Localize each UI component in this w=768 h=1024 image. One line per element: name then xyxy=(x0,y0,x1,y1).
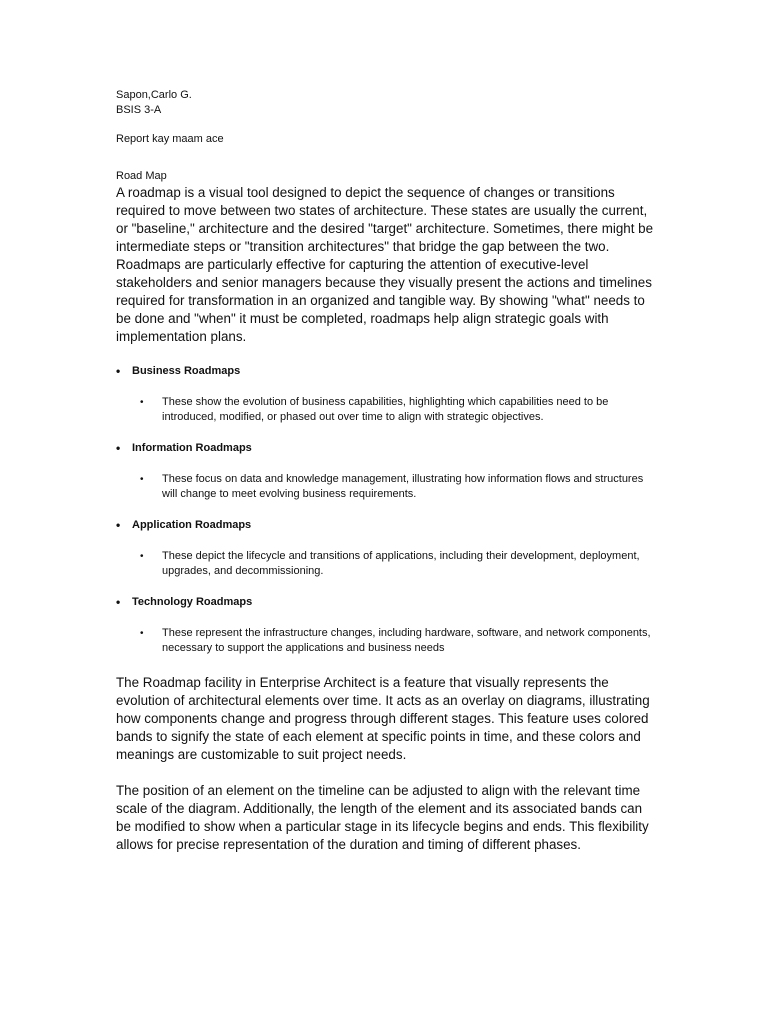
bullet-icon: • xyxy=(140,628,144,639)
intro-paragraph: A roadmap is a visual tool designed to depict the sequence of changes or transitions required to move between two states of architecture. These states are usually the current, or "baseline," architecture and the desired "target" architecture. Sometimes, there might be intermediate steps or "transition architectures" that bridge the gap between the two. Roadmaps are particularly effective for capturing the attention of executive-level stakeholders and senior managers because they visually present the actions and timelines required for transformation in an organized and tangible way. By showing "what" needs to be done and "when" it must be completed, roadmaps help align strategic goals with implementation plans. xyxy=(116,185,654,344)
list-item-title: Information Roadmaps xyxy=(132,442,252,454)
bullet-icon: • xyxy=(116,595,121,609)
bullet-icon: • xyxy=(140,397,144,408)
author-name: Sapon,Carlo G. xyxy=(116,89,192,101)
list-item-application-roadmaps xyxy=(116,518,656,533)
list-item-information-roadmaps xyxy=(116,441,656,456)
bullet-icon: • xyxy=(116,441,121,455)
list-item-title: Business Roadmaps xyxy=(132,365,241,377)
list-item-description xyxy=(116,626,656,656)
list-item-description xyxy=(116,549,656,579)
description-text: These show the evolution of business capabilities, highlighting which capabilities need to be introduced, modified, or phased out over time to align with strategic objectives. xyxy=(162,396,609,423)
closing-paragraph-2: The position of an element on the timeline can be adjusted to align with the relevant time scale of the diagram. Additionally, the length of the element and its associated bands can be modified to show when a particular stage in its lifecycle begins and ends. This flexibility allows for precise representation of the duration and timing of different phases. xyxy=(116,783,649,852)
list-item-technology-roadmaps xyxy=(116,595,656,610)
description-text: These focus on data and knowledge management, illustrating how information flows and structures will change to meet evolving business requirements. xyxy=(162,473,644,500)
list-item-title: Application Roadmaps xyxy=(132,519,252,531)
list-item-title: Technology Roadmaps xyxy=(132,596,253,608)
report-note: Report kay maam ace xyxy=(116,133,224,145)
closing-paragraph-1: The Roadmap facility in Enterprise Architect is a feature that visually represents the evolution of architectural elements over time. It acts as an overlay on diagrams, illustrating how components change and progress through different stages. This feature uses colored bands to signify the state of each element at specific points in time, and these colors and meanings are customizable to suit project needs. xyxy=(116,675,650,762)
document-page xyxy=(116,88,656,854)
bullet-icon: • xyxy=(140,474,144,485)
bullet-icon: • xyxy=(116,518,121,532)
list-item-description xyxy=(116,472,656,502)
description-text: These depict the lifecycle and transitions of applications, including their development, deployment, upgrades, and decommissioning. xyxy=(162,550,640,577)
section-heading: Road Map xyxy=(116,170,167,182)
description-text: These represent the infrastructure changes, including hardware, software, and network components, necessary to support the applications and business needs xyxy=(162,627,651,654)
list-item-description xyxy=(116,395,656,425)
bullet-icon: • xyxy=(140,551,144,562)
bullet-icon: • xyxy=(116,364,121,378)
author-section: BSIS 3-A xyxy=(116,104,162,116)
list-item-business-roadmaps xyxy=(116,364,656,379)
